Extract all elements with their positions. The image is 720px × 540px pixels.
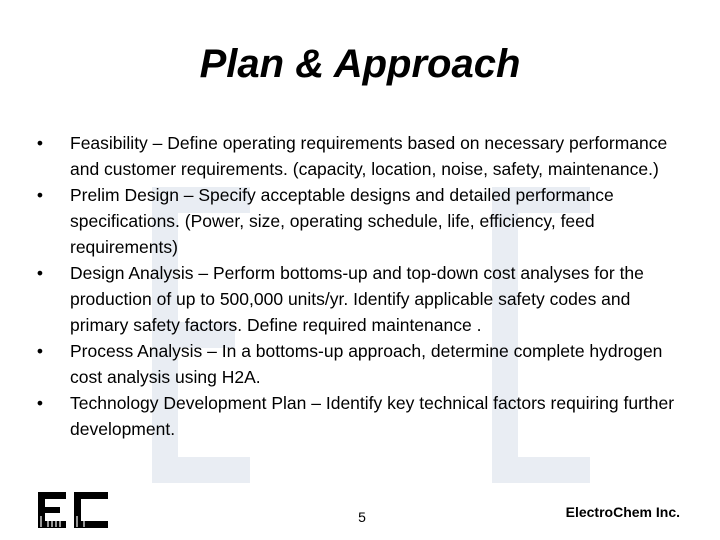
bullet-item-technology-development [30, 390, 690, 442]
bullet-icon: • [36, 263, 44, 283]
bullet-text: Design Analysis – Perform bottoms-up and top-down cost analyses for the production of up to 500,000 units/yr. Identify applicable safety codes and primary safety factors. Define required maintenance . [70, 263, 644, 335]
bullet-text: Process Analysis – In a bottoms-up approach, determine complete hydrogen cost analysis using H2A. [70, 341, 663, 387]
bullet-item-design-analysis [30, 260, 690, 338]
bullet-icon: • [36, 133, 44, 153]
bullet-icon: • [36, 185, 44, 205]
bullet-item-prelim-design [30, 182, 690, 260]
page-number: 5 [358, 509, 366, 525]
bullet-item-process-analysis [30, 338, 690, 390]
company-name: ElectroChem Inc. [565, 504, 680, 520]
bullet-icon: • [36, 393, 44, 413]
bullet-item-feasibility [30, 130, 690, 182]
bullet-text: Prelim Design – Specify acceptable designs and detailed performance specifications. (Power, size, operating schedule, life, efficiency, feed requirements) [70, 185, 614, 257]
bullet-text: Technology Development Plan – Identify key technical factors requiring further development. [70, 393, 675, 439]
bullet-text: Feasibility – Define operating requirements based on necessary performance and customer requirements. (capacity, location, noise, safety, maintenance.) [70, 133, 668, 179]
bullet-list [30, 130, 690, 442]
slide-title: Plan & Approach [199, 42, 521, 86]
ec-logo-icon [36, 490, 112, 530]
bullet-icon: • [36, 341, 44, 361]
